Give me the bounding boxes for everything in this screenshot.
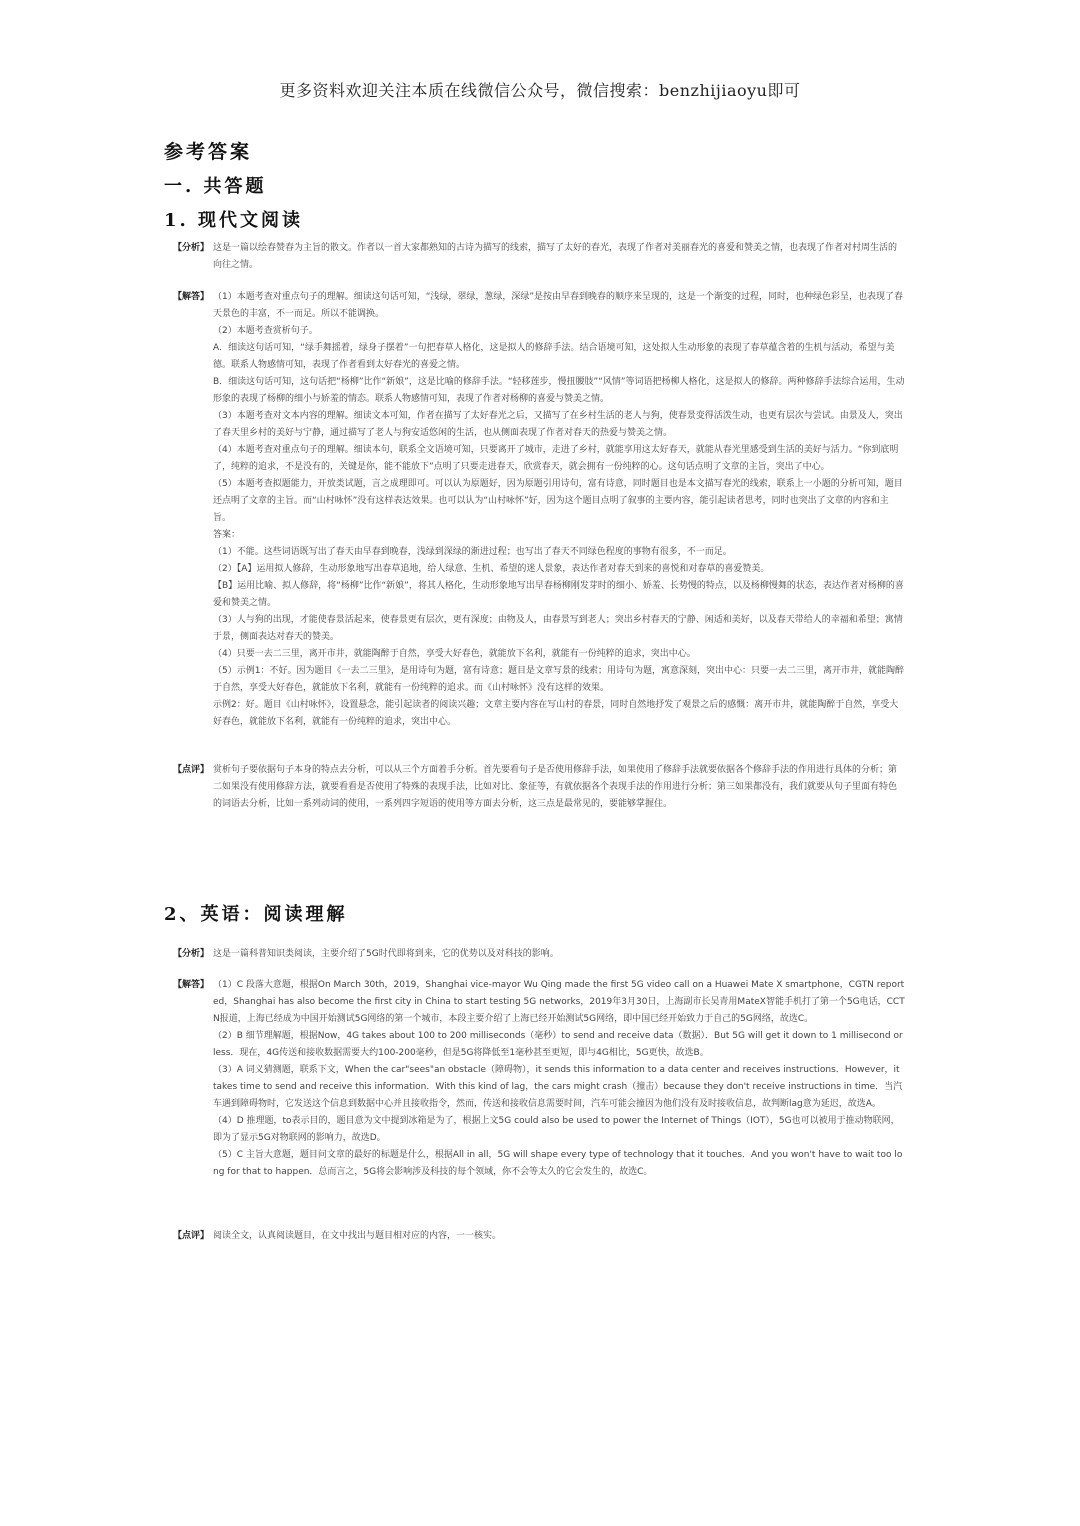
question-2-heading: 2、英语：阅读理解 — [164, 904, 348, 925]
answer-label: 【解答】 — [173, 980, 210, 990]
comment-text: 阅读全文，认真阅读题目，在文中找出与题目相对应的内容，一一核实。 — [213, 1231, 502, 1241]
analysis-label: 【分析】 — [173, 243, 210, 253]
answer-line: （5）示例1：不好。因为题目《一去二三里》，是用诗句为题，富有诗意；题目是文章写景的线索；用诗句为题，寓意深刻，突出中心：只要一去二三里，离开市井，就能陶醉于自然，享受大好春色，就能放下名利，就能有一份纯粹的追求。而《山村咏怀》没有这样的效果。 — [213, 666, 904, 693]
q2-comment — [173, 1228, 905, 1245]
answer-line: （4）D 推理题，to表示目的，题目意为文中提到冰箱是为了，根据上文5G could also be used to power the Internet of Things（IOT），5G也可以被用于推动物联网，即为了显示5G对物联网的影响力，故选D。 — [213, 1116, 900, 1143]
q2-answer — [173, 977, 905, 1181]
answer-line: （1）本题考查对重点句子的理解。细读这句话可知，“浅绿，翠绿，葱绿，深绿”是按由早春到晚春的顺序来呈现的，这是一个渐变的过程，同时，也种绿色彩呈，也表现了春天景色的丰富，不一而足。所以不能调换。 — [213, 292, 904, 319]
answer-line: 示例2：好。题目《山村咏怀》，设置悬念，能引起读者的阅读兴趣；文章主要内容在写山村的春景，同时自然地抒发了观景之后的感慨：离开市井，就能陶醉于自然，享受大好春色，就能放下名利，就能有一份纯粹的追求，突出中心。 — [213, 700, 899, 727]
answer-line: （4）本题考查对重点句子的理解。细读本句，联系全文语境可知，只要离开了城市，走进了乡村，就能享用这太好春天，就能从春光里感受到生活的美好与活力。“你到底明了，纯粹的追求，不是没有的，关键是你，能不能放下”点明了只要走进春天，欣赏春天，就会拥有一份纯粹的心。这句话点明了文章的主旨，突出了中心。 — [213, 445, 899, 472]
q1-analysis — [173, 240, 905, 274]
answer-line: （5）本题考查拟题能力，开放类试题，言之成理即可。可以认为原题好，因为原题引用诗句，富有诗意，同时题目也是本文描写春光的线索，联系上一小题的分析可知，题目还点明了文章的主旨。而“山村咏怀”没有这样表达效果。也可以认为“山村咏怀”好，因为这个题目点明了叙事的主要内容，能引起读者思考，同时也突出了文章的内容和主旨。 — [213, 479, 903, 523]
q1-answer — [173, 289, 905, 731]
question-1-heading: 1. 现代文阅读 — [164, 210, 304, 231]
answer-line: （3）A 词义猜测题，联系下文，When the car"sees"an obstacle（障碍物），it sends this information to a data center and receives instructions．However，it takes time to send and receive this information．With this kind of lag，the cars might crash（撞击）because they don't receive instructions in time．当汽车遇到障碍物时，它发送这个信息到数据中心并且接收指令，然而，传送和接收信息需要时间，汽车可能会撞因为他们没有及时接收信息，故判断lag意为延迟，故选A。 — [213, 1065, 903, 1109]
answer-line: （5）C 主旨大意题，题目问文章的最好的标题是什么，根据All in all，5G will shape every type of technology that it touches．And you won't have to wait too long for that to happen．总而言之，5G将会影响涉及科技的每个领域，你不会等太久的它会发生的，故选C。 — [213, 1150, 903, 1177]
answer-line: （3）人与狗的出现，才能使春景活起来，使春景更有层次，更有深度；由物及人，由春景写到老人；突出乡村春天的宁静、闲适和美好，以及春天带给人的幸福和希望；寓情于景，侧面表达对春天的赞美。 — [213, 615, 903, 642]
answer-line: （2）【A】运用拟人修辞，生动形象地写出春草追地，给人绿意、生机、希望的迷人景象，表达作者对春天到来的喜悦和对春草的喜爱赞美。 — [213, 564, 770, 574]
answer-line: A．细读这句话可知，“绿手舞摇着，绿身子摆着”一句把春草人格化，这是拟人的修辞手法。结合语境可知，这处拟人生动形象的表现了春草蕴含着的生机与活动，希望与美德。联系人物感情可知，表现了作者看到太好春光的喜爱之情。 — [213, 343, 895, 370]
analysis-text: 这是一篇科普知识类阅读，主要介绍了5G时代即将到来，它的优势以及对科技的影响。 — [213, 949, 559, 959]
comment-label: 【点评】 — [173, 1231, 210, 1241]
answer-line: （2）本题考查赏析句子。 — [213, 326, 318, 336]
answer-line: （4）只要一去二三里，离开市井，就能陶醉于自然，享受大好春色，就能放下名利，就能有一份纯粹的追求，突出中心。 — [213, 649, 696, 659]
answer-line: 答案： — [213, 530, 241, 540]
page-header-banner: 更多资料欢迎关注本质在线微信公众号，微信搜索：benzhijiaoyu即可 — [279, 81, 801, 100]
answer-line: （1）C 段落大意题，根据On March 30th，2019，Shanghai vice-mayor Wu Qing made the first 5G video call on a Huawei Mate X smartphone，CGTN reported，Shanghai has also become the first city in China to start testing 5G networks，2019年3月30日，上海副市长吴青用MateX智能手机打了第一个5G电话，CCTN报道，上海已经成为中国开始测试5G网络的第一个城市，本段主要介绍了上海已经开始测试5G网络，即中国已经开始致力于自己的5G网络，故选C。 — [213, 980, 905, 1024]
analysis-label: 【分析】 — [173, 949, 210, 959]
answer-label: 【解答】 — [173, 292, 210, 302]
reference-answer-title: 参考答案 — [164, 141, 253, 163]
answer-line: （2）B 细节理解题，根据Now，4G takes about 100 to 200 milliseconds（毫秒）to send and receive data（数据）．But 5G will get it down to 1 millisecond or less．现在，4G传送和接收数据需要大约100-200毫秒，但是5G将降低至1毫秒甚至更短，即与4G相比，5G更快，故选B。 — [213, 1031, 903, 1058]
answer-line: B．细读这句话可知，这句话把“杨柳”比作“新娘”，这是比喻的修辞手法。“轻移莲步，慢扭腰肢”“风情”等词语把杨柳人格化，这是拟人的修辞。两种修辞手法综合运用，生动形象的表现了杨柳的细小与娇羞的情态。联系人物感情可知，表现了作者对杨柳的喜爱与赞美之情。 — [213, 377, 905, 404]
analysis-text: 这是一篇以绘春赞春为主旨的散文。作者以一首大家都熟知的古诗为描写的线索，描写了太好的春光，表现了作者对美丽春光的喜爱和赞美之情，也表现了作者对村周生活的向往之情。 — [213, 243, 898, 270]
answer-line: 【B】运用比喻、拟人修辞，将“杨柳”比作“新娘”，将其人格化，生动形象地写出早春杨柳刚发芽时的细小、娇羞、长势慢的特点，以及杨柳慢舞的状态，表达作者对杨柳的喜爱和赞美之情。 — [213, 581, 904, 608]
q1-comment — [173, 762, 905, 813]
comment-text: 赏析句子要依据句子本身的特点去分析，可以从三个方面着手分析。首先要看句子是否使用修辞手法，如果使用了修辞手法就要依据各个修辞手法的作用进行具体的分析；第二如果没有使用修辞方法，就要看看是否使用了特殊的表现手法，比如对比、象征等，有就依据各个表现手法的作用进行分析；第三如果都没有，我们就要从句子里面有特色的词语去分析，比如一系列动词的使用，一系列四字短语的使用等方面去分析，这三点是最常见的，要能够掌握住。 — [213, 765, 898, 809]
q2-analysis — [173, 946, 905, 963]
answer-line: （1）不能。这些词语既写出了春天由早春到晚春，浅绿到深绿的渐进过程；也写出了春天不同绿色程度的事物有很多，不一而足。 — [213, 547, 732, 557]
answer-line: （3）本题考查对文本内容的理解。细读文本可知，作者在描写了太好春光之后，又描写了在乡村生活的老人与狗，使春景变得活泼生动，也更有层次与尝试。由景及人，突出了春天里乡村的美好与宁静，通过描写了老人与狗安适悠闲的生活，也从侧面表现了作者对春天的热爱与赞美之情。 — [213, 411, 903, 438]
comment-label: 【点评】 — [173, 765, 210, 775]
section-title: 一. 共答题 — [164, 176, 267, 197]
